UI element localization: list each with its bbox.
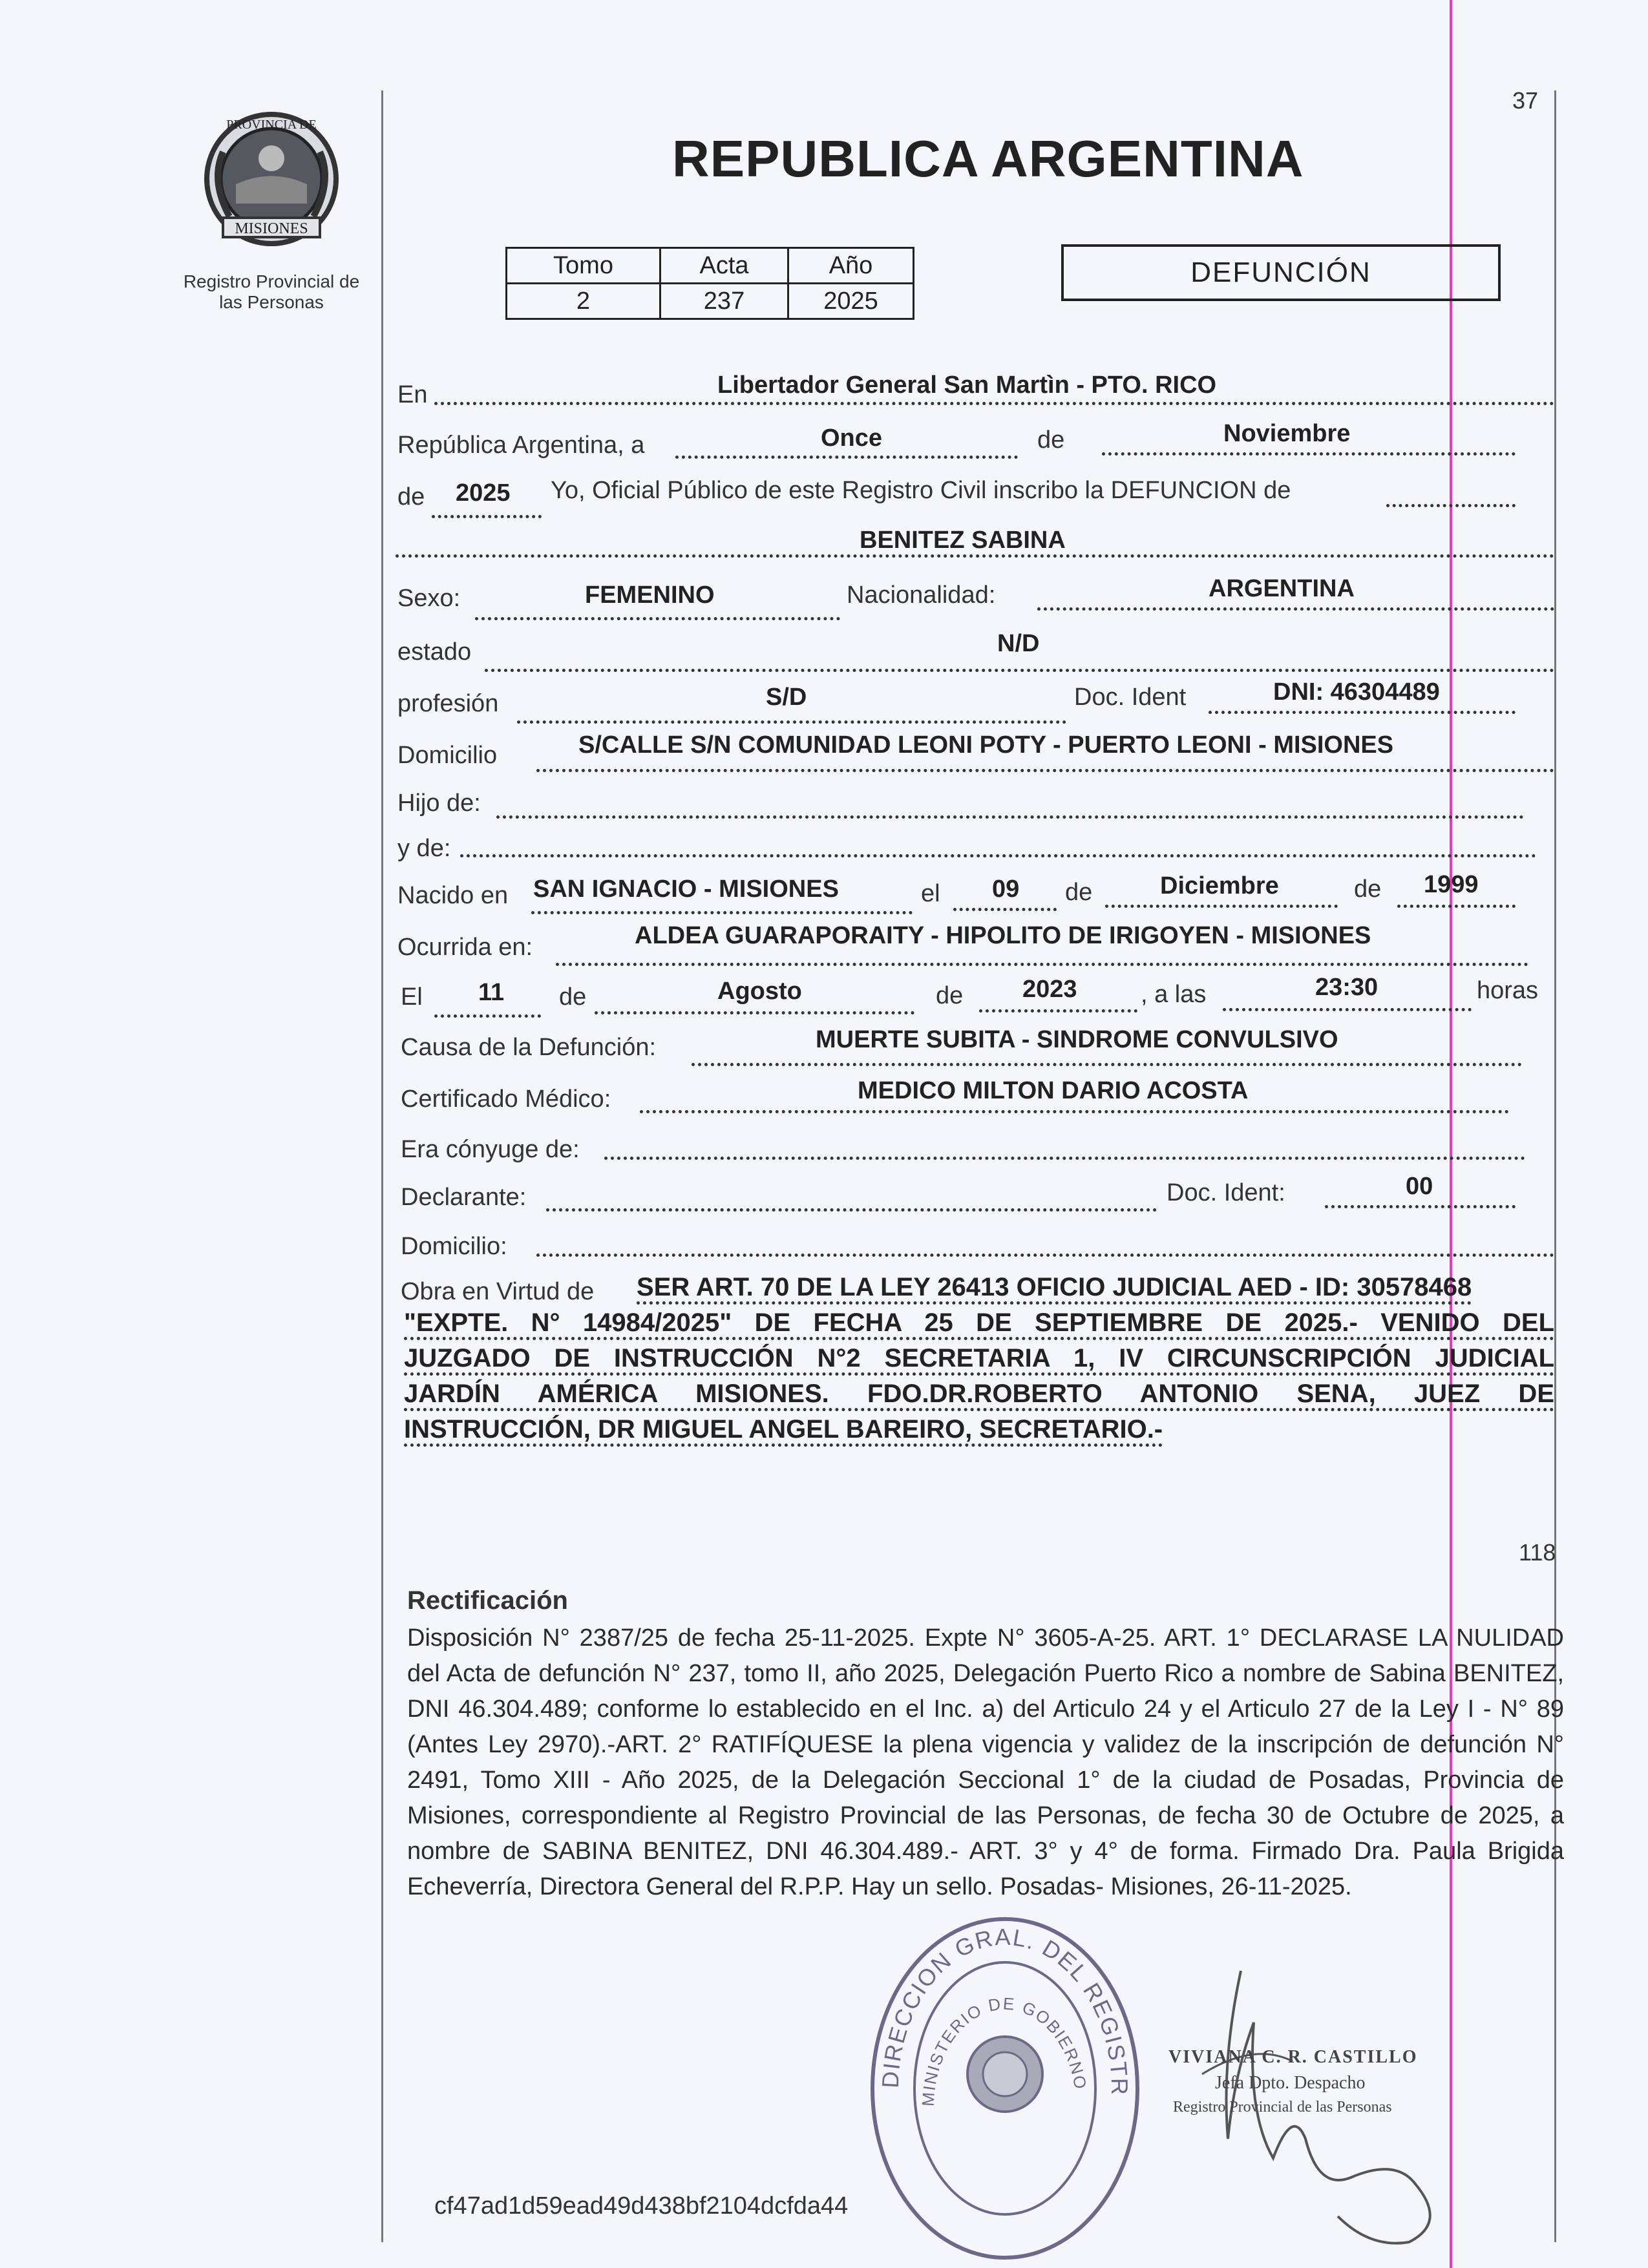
def-mes-line — [595, 1011, 914, 1014]
stamp-outer-text: DIRECCION GRAL. DEL REGISTR — [876, 1923, 1134, 2097]
hijo-label: Hijo de: — [397, 790, 481, 817]
nac-de-label-1: de — [1065, 879, 1093, 906]
nacido-line — [531, 911, 913, 914]
stamp-inner-text: MINISTERIO DE GOBIERNO — [918, 1993, 1091, 2107]
sexo-line — [475, 617, 840, 620]
signer-name: VIVIANA C. R. CASTILLO — [1168, 2047, 1418, 2067]
svg-text:PROVINCIA DE: PROVINCIA DE — [226, 118, 317, 132]
def-mes-value: Agosto — [717, 978, 802, 1005]
estado-line — [485, 669, 1554, 672]
sexo-label: Sexo: — [397, 585, 461, 612]
nac-mes-value: Diciembre — [1160, 872, 1279, 899]
def-hora-value: 23:30 — [1315, 974, 1379, 1001]
def-hora-line — [1223, 1008, 1472, 1011]
republica-label: República Argentina, a — [397, 432, 645, 459]
registry-header-acta: Acta — [660, 248, 788, 284]
decl-doc-label: Doc. Ident: — [1167, 1179, 1285, 1206]
official-stamp — [866, 1913, 1144, 2265]
def-anio-value: 2023 — [1022, 976, 1077, 1003]
page-title: REPUBLICA ARGENTINA — [672, 130, 1304, 187]
nacionalidad-line — [1037, 607, 1554, 611]
signer-role: Jefa Dpto. Despacho — [1215, 2073, 1366, 2093]
lugar-value: Libertador General San Martìn - PTO. RICO — [717, 372, 1217, 399]
nac-de-label-2: de — [1354, 876, 1382, 903]
domicilio2-line — [536, 1254, 1554, 1257]
mes-value: Noviembre — [1223, 420, 1351, 447]
lugar-line — [434, 402, 1554, 405]
dia-line — [675, 456, 1018, 459]
el-label: el — [921, 880, 940, 907]
doc-value: DNI: 46304489 — [1273, 678, 1440, 706]
dia-value: Once — [821, 425, 883, 452]
signer-org: Registro Provincial de las Personas — [1173, 2099, 1392, 2116]
registry-table — [505, 247, 914, 320]
domicilio-label: Domicilio — [397, 742, 498, 769]
causa-line — [692, 1063, 1522, 1066]
registry-caption: Registro Provincial de las Personas — [183, 271, 360, 312]
causa-label: Causa de la Defunción: — [401, 1034, 657, 1061]
domicilio-value: S/CALLE S/N COMUNIDAD LEONI POTY - PUERTO LEONI - MISIONES — [578, 731, 1394, 759]
declarante-label: Declarante: — [401, 1184, 527, 1211]
conyuge-label: Era cónyuge de: — [401, 1136, 580, 1163]
ocurrida-value: ALDEA GUARAPORAITY - HIPOLITO DE IRIGOYEN - MISIONES — [635, 922, 1371, 949]
def-dia-value: 11 — [478, 979, 505, 1006]
right-margin-line — [1554, 90, 1556, 2242]
profesion-label: profesión — [397, 690, 499, 717]
doc-label: Doc. Ident — [1074, 684, 1187, 711]
margin-guide-line — [1450, 0, 1452, 2268]
estado-value: N/D — [997, 630, 1040, 657]
nac-anio-line — [1397, 905, 1516, 908]
obra-line-3: JUZGADO DE INSTRUCCIÓN N°2 SECRETARIA 1, IV CIRCUNSCRIPCIÓN JUDICIAL — [404, 1341, 1554, 1376]
decl-doc-value: 00 — [1406, 1173, 1433, 1200]
rectificacion-text: Disposición N° 2387/25 de fecha 25-11-2025. Expte N° 3605-A-25. ART. 1° DECLARASE LA NULIDAD del Acta de defunción N° 237, tomo II, año 2025, Delegación Puerto Rico a nombre de Sabina BENITEZ, DNI 46.304.489; conforme lo establecido en el Inc. a) del Articulo 24 y el Articulo 27 de la Ley I - N° 89 (Antes Ley 2970).-ART. 2° RATIFÍQUESE la plena vigencia y validez de la inscripción de defunción N° 2491, Tomo XIII - Año 2025, de la Delegación Seccional 1° de la ciudad de Posadas, Provincia de Misiones, correspondiente al Registro Provincial de las Personas, de fecha 30 de Octubre de 2025, a nombre de SABINA BENITEZ, DNI 46.304.489.- ART. 3° y 4° de forma. Firmado Dra. Paula Brigida Echeverría, Directora General del R.P.P. Hay un sello. Posadas- Misiones, 26-11-2025. — [407, 1624, 1564, 1900]
ocurrida-line — [556, 963, 1528, 966]
def-de-label-2: de — [936, 982, 964, 1009]
obra-line-5: INSTRUCCIÓN, DR MIGUEL ANGEL BAREIRO, SECRETARIO.- — [404, 1412, 1554, 1447]
hijo-line — [496, 815, 1524, 819]
obra-line-4: JARDÍN AMÉRICA MISIONES. FDO.DR.ROBERTO ANTONIO SENA, JUEZ DE — [404, 1376, 1554, 1411]
yde-label: y de: — [397, 835, 451, 862]
registry-value-acta: 237 — [660, 284, 788, 319]
registry-value-tomo: 2 — [507, 284, 660, 319]
certificado-label: Certificado Médico: — [401, 1086, 611, 1113]
causa-value: MUERTE SUBITA - SINDROME CONVULSIVO — [816, 1026, 1338, 1053]
nacionalidad-label: Nacionalidad: — [847, 582, 996, 609]
nacionalidad-value: ARGENTINA — [1209, 575, 1355, 602]
sexo-value: FEMENINO — [585, 582, 715, 609]
conyuge-line — [604, 1157, 1525, 1160]
domicilio2-label: Domicilio: — [401, 1233, 507, 1260]
decl-doc-line — [1325, 1205, 1516, 1208]
def-de-label-1: de — [559, 983, 587, 1011]
en-label: En — [397, 381, 428, 408]
el2-label: El — [401, 983, 423, 1011]
marginal-number: 118 — [1519, 1539, 1556, 1566]
registry-header-tomo: Tomo — [507, 248, 660, 284]
doc-line — [1209, 711, 1516, 714]
nombre-value: BENITEZ SABINA — [860, 527, 1066, 554]
registry-header-anio: Año — [788, 248, 914, 284]
certificado-line — [640, 1110, 1509, 1113]
horas-label: horas — [1477, 977, 1539, 1004]
nac-mes-line — [1105, 905, 1338, 908]
obra-line-1: SER ART. 70 DE LA LEY 26413 OFICIO JUDICIAL AED - ID: 30578468 — [637, 1270, 1554, 1305]
domicilio-line — [536, 769, 1554, 772]
def-dia-line — [434, 1014, 541, 1018]
left-margin-line — [381, 90, 383, 2242]
nac-dia-value: 09 — [992, 876, 1020, 903]
declarante-line — [546, 1208, 1157, 1212]
nombre-line — [396, 554, 1554, 558]
record-type-box: DEFUNCIÓN — [1061, 244, 1501, 301]
yo-tail-line — [1386, 504, 1516, 507]
anio-line — [432, 515, 542, 518]
mes-line — [1102, 452, 1516, 456]
yde-line — [460, 854, 1536, 857]
nac-anio-value: 1999 — [1424, 871, 1479, 898]
nac-dia-line — [953, 908, 1057, 911]
nacido-value: SAN IGNACIO - MISIONES — [533, 876, 839, 903]
profesion-value: S/D — [766, 684, 807, 711]
anio-value: 2025 — [456, 479, 511, 507]
de-label-2: de — [397, 483, 425, 510]
obra-label: Obra en Virtud de — [401, 1278, 595, 1305]
registry-value-anio: 2025 — [788, 284, 914, 319]
rectificacion-title: Rectificación — [407, 1586, 568, 1615]
estado-label: estado — [397, 638, 472, 666]
profesion-line — [517, 720, 1066, 724]
svg-text:MISIONES: MISIONES — [235, 220, 308, 237]
alas-label: , a las — [1141, 981, 1207, 1008]
nacido-label: Nacido en — [397, 882, 509, 909]
page-number: 37 — [1512, 87, 1539, 114]
de-label-1: de — [1037, 426, 1065, 454]
obra-line-2: "EXPTE. N° 14984/2025" DE FECHA 25 DE SEPTIEMBRE DE 2025.- VENIDO DEL — [404, 1305, 1554, 1340]
document-hash: cf47ad1d59ead49d438bf2104dcfda44 — [434, 2192, 849, 2220]
ocurrida-label: Ocurrida en: — [397, 934, 533, 961]
inscription-statement: Yo, Oficial Público de este Registro Civil inscribo la DEFUNCION de — [551, 477, 1291, 504]
certificado-value: MEDICO MILTON DARIO ACOSTA — [858, 1077, 1249, 1104]
province-seal-logo — [197, 107, 346, 255]
def-anio-line — [979, 1009, 1137, 1013]
